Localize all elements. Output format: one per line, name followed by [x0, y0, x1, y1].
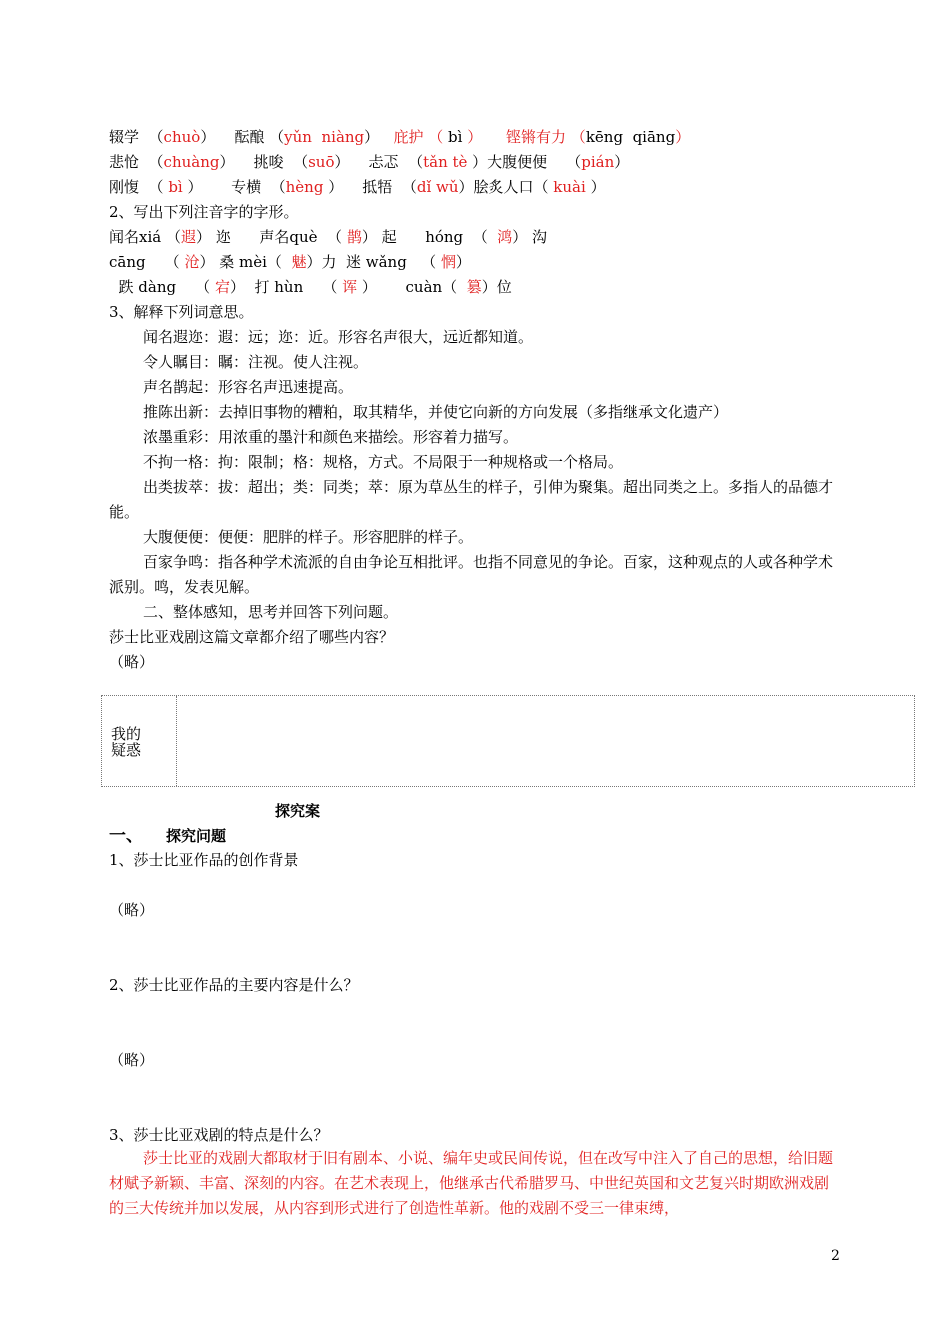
char-text: 闻名xiá （ — [109, 228, 181, 246]
q3-item-9: 百家争鸣：指各种学术流派的自由争论互相批评。也指不同意见的争论。百家，这种观点的人或各种学术派别。鸣，发表见解。 — [109, 553, 834, 596]
pinyin-text: ）脍炙人口（ — [458, 178, 554, 196]
inquiry-q3: 3、莎士比亚戏剧的特点是什么？ — [109, 1126, 329, 1144]
pinyin-text: kēng qiāng — [585, 128, 676, 146]
char-answer: 遐 — [180, 228, 196, 246]
pinyin-text: ） 抵牾 （ — [323, 178, 417, 196]
char-answer: 鸿 — [497, 228, 513, 246]
doubt-label-line1: 我的 — [111, 725, 142, 743]
q2-title: 2、写出下列注音字的字形。 — [109, 203, 299, 221]
inquiry-sub-title: 探究问题 — [166, 827, 227, 845]
pinyin-answer: bì — [168, 178, 183, 196]
char-text: cāng （ — [109, 253, 185, 271]
q3-item-7: 出类拔萃：拔：超出；类：同类；萃：原为草丛生的样子，引伸为聚集。超出同类之上。多指人的品德才能。 — [109, 478, 834, 521]
char-answer: 诨 — [342, 278, 358, 296]
char-text: ）力 迷 wǎng （ — [306, 253, 441, 271]
q3-item-2: 令人瞩目：瞩：注视。使人注视。 — [143, 353, 369, 371]
doubt-box-label — [111, 726, 141, 758]
char-answer: 篡 — [466, 278, 482, 296]
q3-item-4: 推陈出新：去掉旧事物的糟粕，取其精华，并使它向新的方向发展（多指继承文化遗产） — [143, 403, 729, 421]
pinyin-text: ） — [585, 178, 606, 196]
char-answer: 惘 — [440, 253, 456, 271]
char-text: ） cuàn（ — [357, 278, 467, 296]
pinyin-text: ）大腹便便 （ — [467, 153, 582, 171]
pinyin-text: ） 忐忑 （ — [334, 153, 424, 171]
pinyin-answer: suō — [308, 153, 335, 171]
pinyin-row-2 — [109, 152, 629, 172]
section2-title: 二、整体感知，思考并回答下列问题。 — [143, 603, 399, 621]
pinyin-text: ） 挑唆 （ — [219, 153, 309, 171]
pinyin-answer: 庇护 （ — [393, 128, 449, 146]
inquiry-q2: 2、莎士比亚作品的主要内容是什么？ — [109, 976, 359, 994]
inquiry-sub-num: 一、 — [109, 826, 143, 846]
pinyin-text: ） — [364, 128, 394, 146]
pinyin-answer: hèng — [285, 178, 324, 196]
char-answer: 鹊 — [346, 228, 362, 246]
q3-item-5: 浓墨重彩：用浓重的墨汁和颜色来描绘。形容着力描写。 — [143, 428, 519, 446]
pinyin-text: 刚愎 （ — [109, 178, 169, 196]
q3-item-3: 声名鹊起：形容名声迅速提高。 — [143, 378, 354, 396]
pinyin-row-1 — [109, 127, 690, 147]
inquiry-q1: 1、莎士比亚作品的创作背景 — [109, 851, 299, 869]
pinyin-text: 悲怆 （ — [109, 153, 164, 171]
q3-title: 3、解释下列词意思。 — [109, 303, 254, 321]
section2-answer: （略） — [109, 653, 155, 671]
inquiry-heading: 探究案 — [275, 802, 321, 820]
char-text: ） 迩 声名què （ — [195, 228, 347, 246]
char-text: ）位 — [481, 278, 512, 296]
char-text: 跌 dàng （ — [109, 278, 215, 296]
char-text: ） — [455, 253, 471, 271]
inquiry-a1: （略） — [109, 901, 155, 919]
q2-row-3 — [109, 277, 512, 297]
pinyin-row-3 — [109, 177, 606, 197]
pinyin-answer: tǎn tè — [423, 153, 468, 171]
doubt-box — [101, 695, 915, 787]
doubt-label-line2: 疑惑 — [111, 741, 142, 759]
pinyin-text: ） 酝酿 （ — [200, 128, 285, 146]
q2-row-1 — [109, 227, 547, 247]
inquiry-a2: （略） — [109, 1051, 155, 1069]
inquiry-a3: 莎士比亚的戏剧大都取材于旧有剧本、小说、编年史或民间传说，但在改写中注入了自己的思想，给旧题材赋予新颖、丰富、深刻的内容。在艺术表现上，他继承古代希腊罗马、中世纪英国和文艺复兴时期欧洲戏剧的三大传统并加以发展，从内容到形式进行了创造性革新。他的戏剧不受三一律束缚， — [109, 1149, 834, 1217]
pinyin-answer: ） 铿锵有力 （ — [462, 128, 586, 146]
pinyin-answer: chuò — [163, 128, 201, 146]
char-answer: 魅 — [291, 253, 307, 271]
pinyin-text: ） — [614, 153, 630, 171]
pinyin-text: bì — [448, 128, 463, 146]
doubt-box-divider — [176, 696, 177, 786]
section2-question: 莎士比亚戏剧这篇文章都介绍了哪些内容？ — [109, 628, 395, 646]
char-answer: 宕 — [214, 278, 230, 296]
pinyin-text: 辍学 （ — [109, 128, 164, 146]
char-text: ） 打 hùn （ — [229, 278, 343, 296]
char-text: ） 沟 — [512, 228, 548, 246]
pinyin-answer: pián — [581, 153, 615, 171]
pinyin-answer: ） — [675, 128, 691, 146]
page-number: 2 — [831, 1248, 840, 1264]
pinyin-answer: kuài — [553, 178, 586, 196]
pinyin-text: ） 专横 （ — [182, 178, 286, 196]
q3-item-1: 闻名遐迩：遐：远；迩：近。形容名声很大，远近都知道。 — [143, 328, 534, 346]
q3-item-8: 大腹便便：便便：肥胖的样子。形容肥胖的样子。 — [143, 528, 474, 546]
char-answer: 沧 — [184, 253, 200, 271]
pinyin-answer: dǐ wǔ — [416, 178, 459, 196]
char-text: ） 起 hóng （ — [361, 228, 498, 246]
char-text: ） 桑 mèi（ — [199, 253, 292, 271]
q3-item-6: 不拘一格：拘：限制；格：规格，方式。不局限于一种规格或一个格局。 — [143, 453, 624, 471]
pinyin-answer: chuàng — [163, 153, 220, 171]
q2-row-2 — [109, 252, 471, 272]
pinyin-answer: yǔn niàng — [284, 128, 365, 146]
